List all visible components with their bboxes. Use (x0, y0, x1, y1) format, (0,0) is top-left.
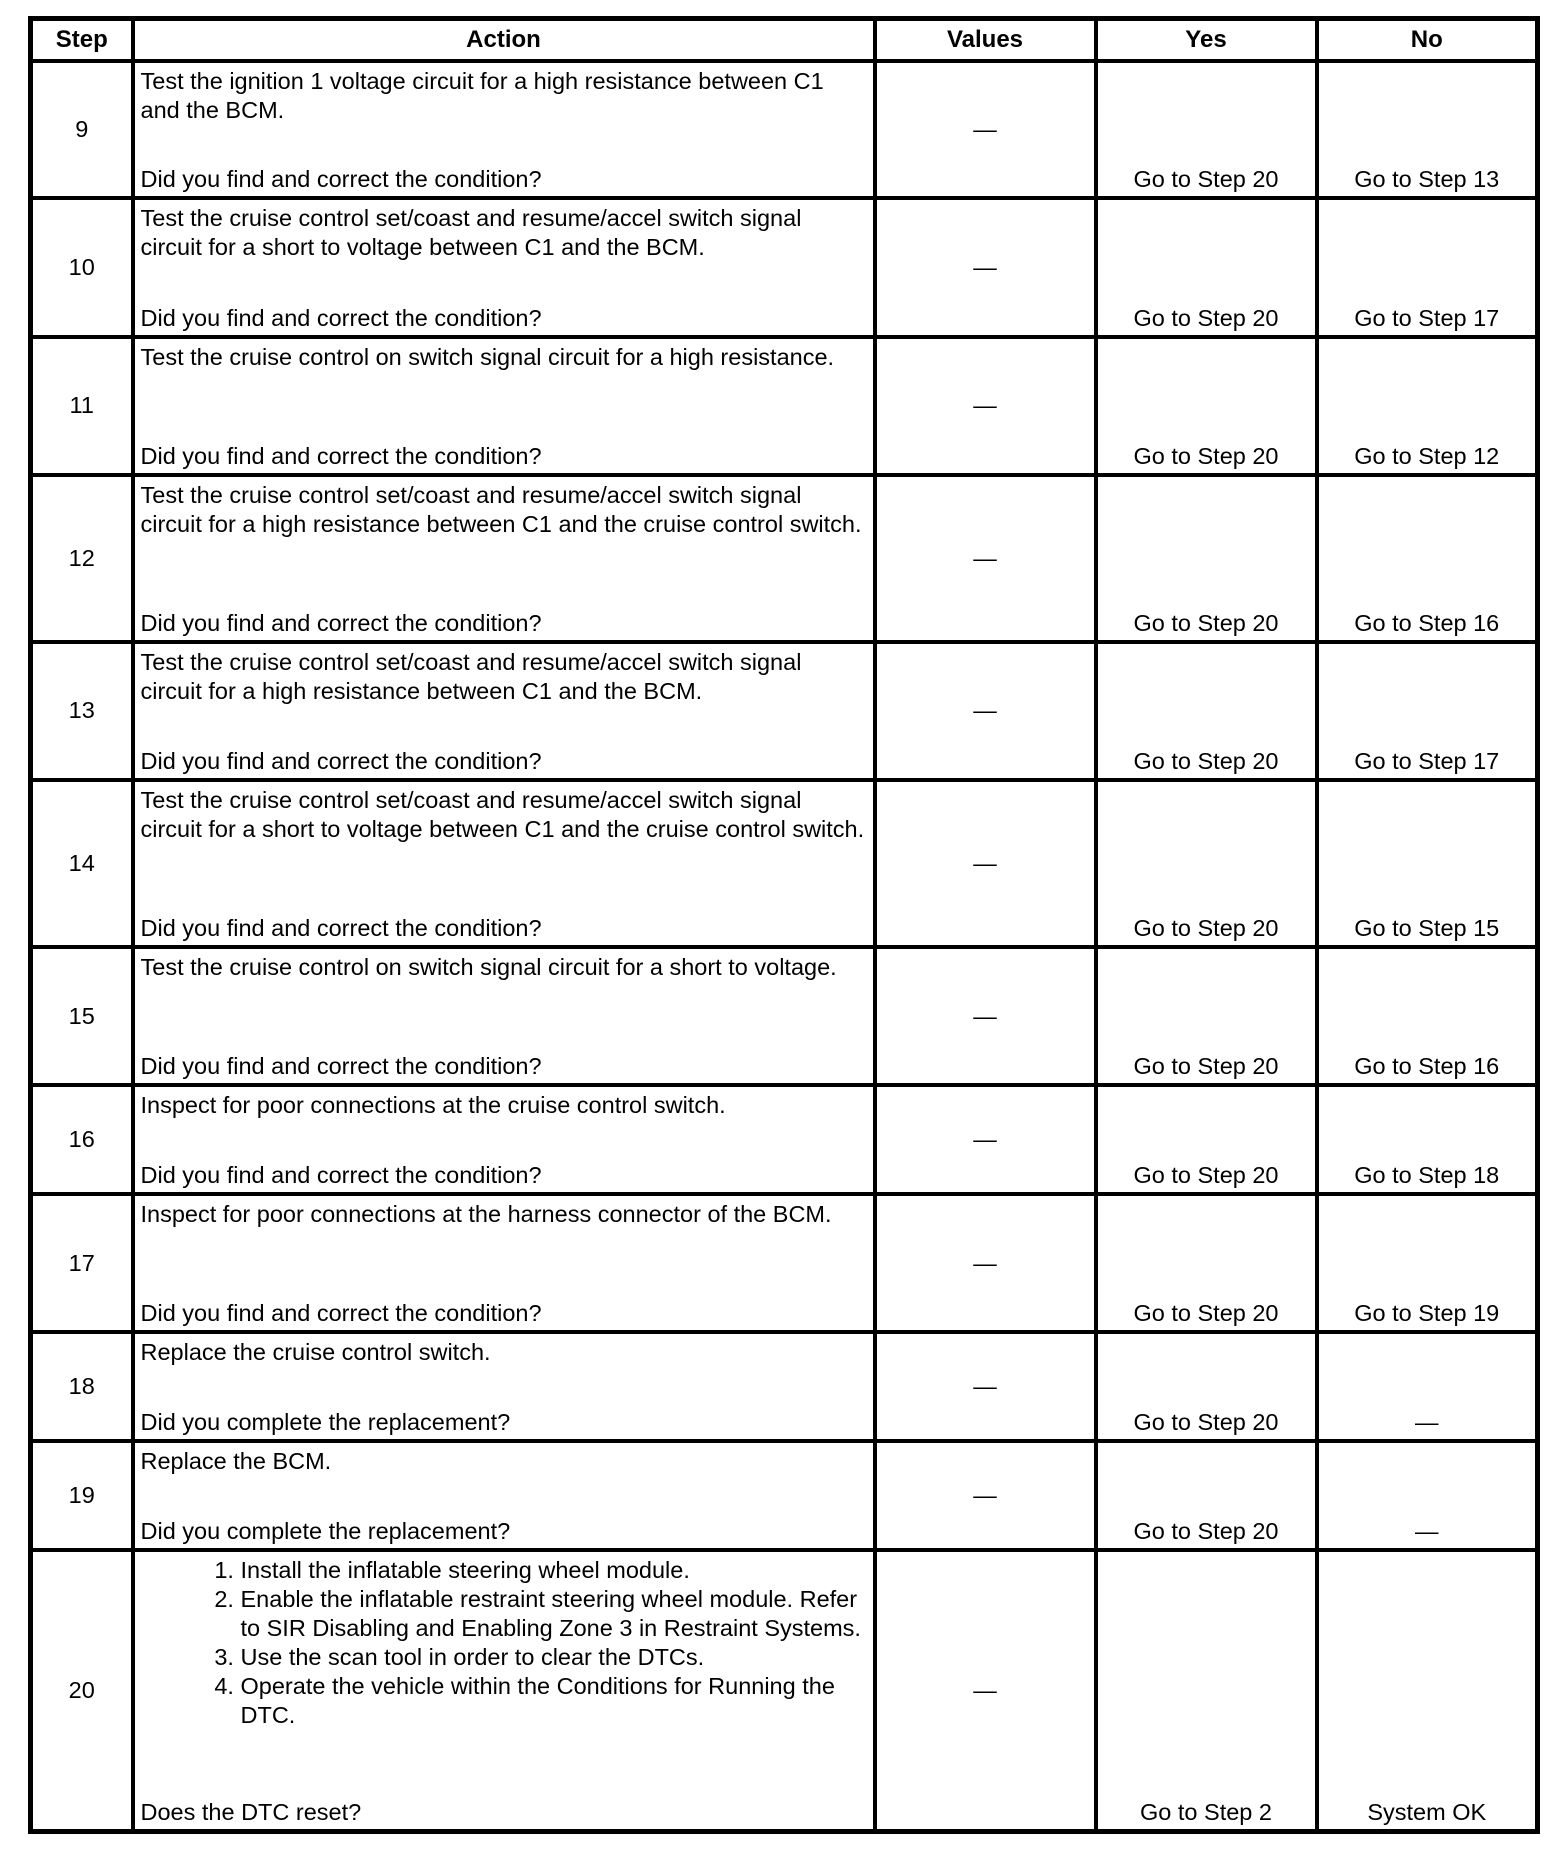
action-text: Test the ignition 1 voltage circuit for a high resistance between C1 and the BCM. (140, 68, 824, 123)
values-cell: — (875, 1332, 1096, 1441)
step-number: 17 (31, 1194, 133, 1332)
action-text: Test the cruise control set/coast and resume/accel switch signal circuit for a high resistance between C1 and the cruise control switch. (140, 481, 862, 537)
action-question: Did you find and correct the condition? (140, 442, 542, 469)
values-cell: — (875, 1550, 1096, 1832)
action-question: Did you find and correct the condition? (140, 609, 542, 636)
action-cell (133, 337, 875, 475)
header-yes: Yes (1096, 19, 1317, 62)
header-step: Step (31, 19, 133, 62)
action-question: Did you find and correct the condition? (140, 1053, 542, 1080)
procedure-item: 4. Operate the vehicle within the Conditions for Running the DTC. (241, 1672, 867, 1730)
action-question: Did you find and correct the condition? (140, 166, 542, 193)
diagnostic-steps-table (28, 16, 1540, 1834)
no-cell: Go to Step 16 (1317, 947, 1538, 1085)
diagnostic-table-document (28, 16, 1540, 1834)
header-values: Values (875, 19, 1096, 62)
step-number: 18 (31, 1332, 133, 1441)
no-cell: Go to Step 17 (1317, 198, 1538, 336)
values-cell: — (875, 642, 1096, 780)
values-cell: — (875, 337, 1096, 475)
no-cell: Go to Step 15 (1317, 780, 1538, 947)
action-cell (133, 198, 875, 336)
yes-cell: Go to Step 20 (1096, 198, 1317, 336)
step-number: 12 (31, 475, 133, 642)
action-question: Did you find and correct the condition? (140, 748, 542, 775)
values-cell: — (875, 780, 1096, 947)
procedure-item: 1. Install the inflatable steering wheel module. (241, 1556, 867, 1585)
values-cell: — (875, 947, 1096, 1085)
step-number: 10 (31, 198, 133, 336)
table-row (31, 780, 1538, 947)
no-cell: — (1317, 1332, 1538, 1441)
header-row (31, 19, 1538, 62)
action-text: Test the cruise control on switch signal circuit for a high resistance. (140, 343, 835, 370)
action-cell (133, 1332, 875, 1441)
yes-cell: Go to Step 20 (1096, 61, 1317, 198)
yes-cell: Go to Step 2 (1096, 1550, 1317, 1832)
no-cell: — (1317, 1441, 1538, 1550)
values-cell: — (875, 1085, 1096, 1194)
action-question: Did you find and correct the condition? (140, 1161, 542, 1188)
yes-cell: Go to Step 20 (1096, 337, 1317, 475)
no-cell: Go to Step 13 (1317, 61, 1538, 198)
action-text: Inspect for poor connections at the cruise control switch. (140, 1092, 726, 1119)
yes-cell: Go to Step 20 (1096, 1085, 1317, 1194)
header-action: Action (133, 19, 875, 62)
action-cell (133, 475, 875, 642)
step-number: 16 (31, 1085, 133, 1194)
action-question: Did you find and correct the condition? (140, 1300, 542, 1327)
action-cell (133, 1441, 875, 1550)
no-cell: Go to Step 17 (1317, 642, 1538, 780)
no-cell: Go to Step 19 (1317, 1194, 1538, 1332)
yes-cell: Go to Step 20 (1096, 1441, 1317, 1550)
table-row (31, 1194, 1538, 1332)
step-number: 19 (31, 1441, 133, 1550)
no-cell: System OK (1317, 1550, 1538, 1832)
action-cell (133, 1194, 875, 1332)
action-question: Did you find and correct the condition? (140, 304, 542, 331)
values-cell: — (875, 1441, 1096, 1550)
step-number: 15 (31, 947, 133, 1085)
action-cell (133, 947, 875, 1085)
values-cell: — (875, 1194, 1096, 1332)
values-cell: — (875, 198, 1096, 336)
procedure-item: 3. Use the scan tool in order to clear the DTCs. (241, 1643, 867, 1672)
step-number: 14 (31, 780, 133, 947)
action-text: Replace the cruise control switch. (140, 1339, 491, 1366)
yes-cell: Go to Step 20 (1096, 947, 1317, 1085)
step-number: 20 (31, 1550, 133, 1832)
action-text: Inspect for poor connections at the harness connector of the BCM. (140, 1200, 832, 1227)
action-cell (133, 61, 875, 198)
table-row-final (31, 1550, 1538, 1832)
action-cell (133, 780, 875, 947)
no-cell: Go to Step 12 (1317, 337, 1538, 475)
yes-cell: Go to Step 20 (1096, 780, 1317, 947)
yes-cell: Go to Step 20 (1096, 642, 1317, 780)
values-cell: — (875, 475, 1096, 642)
action-question: Did you complete the replacement? (140, 1409, 511, 1436)
header-no: No (1317, 19, 1538, 62)
values-cell: — (875, 61, 1096, 198)
table-row (31, 475, 1538, 642)
action-question: Did you find and correct the condition? (140, 914, 542, 941)
yes-cell: Go to Step 20 (1096, 1194, 1317, 1332)
table-row (31, 642, 1538, 780)
action-question: Does the DTC reset? (140, 1799, 362, 1825)
table-row (31, 1441, 1538, 1550)
table-row (31, 61, 1538, 198)
action-text: Test the cruise control set/coast and resume/accel switch signal circuit for a short to voltage between C1 and the cruise control switch. (140, 787, 865, 843)
action-cell (133, 642, 875, 780)
procedure-item: 2. Enable the inflatable restraint steering wheel module. Refer to SIR Disabling and Enabling Zone 3 in Restraint Systems. (241, 1585, 867, 1643)
action-text: Replace the BCM. (140, 1448, 332, 1475)
step-number: 9 (31, 61, 133, 198)
yes-cell: Go to Step 20 (1096, 475, 1317, 642)
action-cell (133, 1550, 875, 1832)
table-row (31, 337, 1538, 475)
action-text: Test the cruise control set/coast and resume/accel switch signal circuit for a short to voltage between C1 and the BCM. (140, 205, 802, 261)
procedure-list (141, 1556, 867, 1730)
step-number: 13 (31, 642, 133, 780)
step-number: 11 (31, 337, 133, 475)
table-row (31, 947, 1538, 1085)
action-text: Test the cruise control on switch signal circuit for a short to voltage. (140, 953, 837, 980)
no-cell: Go to Step 18 (1317, 1085, 1538, 1194)
no-cell: Go to Step 16 (1317, 475, 1538, 642)
table-row (31, 198, 1538, 336)
table-row (31, 1085, 1538, 1194)
yes-cell: Go to Step 20 (1096, 1332, 1317, 1441)
table-row (31, 1332, 1538, 1441)
action-text: Test the cruise control set/coast and resume/accel switch signal circuit for a high resistance between C1 and the BCM. (140, 648, 802, 704)
action-cell (133, 1085, 875, 1194)
action-question: Did you complete the replacement? (140, 1517, 511, 1544)
